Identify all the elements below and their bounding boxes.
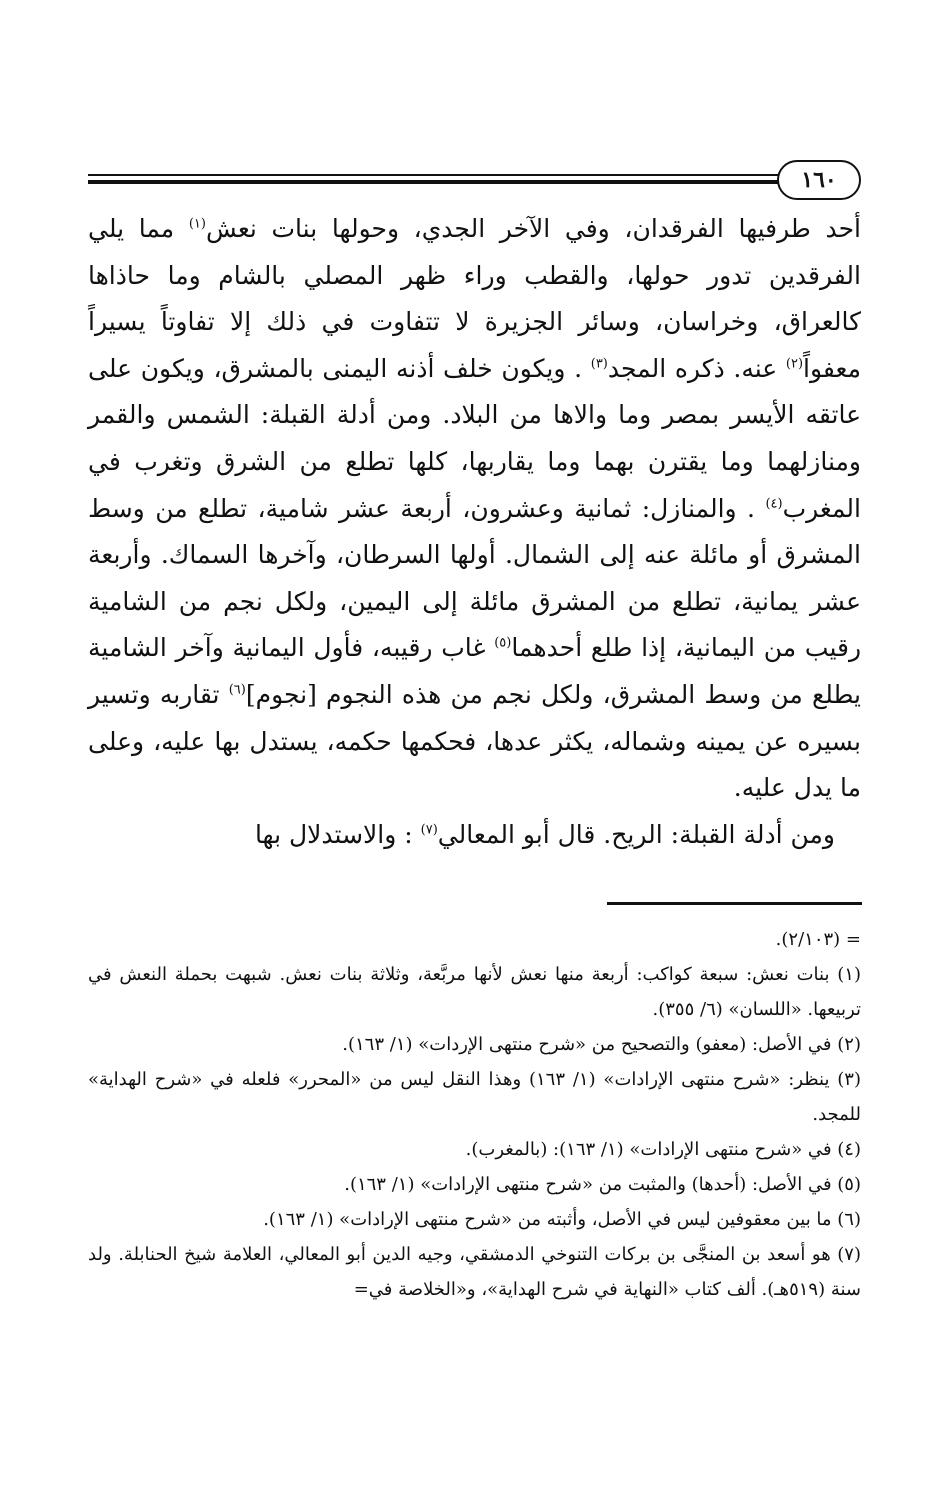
header-rule-thick: [88, 180, 783, 184]
paragraph: ومن أدلة القبلة: الريح. قال أبو المعالي$^{(٧)}$ : والاستدلال بها: [254, 819, 835, 849]
footnote-ref: (٧): [420, 822, 438, 838]
footnote-2: (٢) في الأصل: (معفو) والتصحيح من «شرح منتهى الإردات» (١/ ١٦٣).: [342, 1034, 861, 1055]
footnote-1: (١) بنات نعش: سبعة كواكب: أربعة منها نعش لأنها مربَّعة، وثلاثة بنات نعش. شبهت بحملة النعش في تربيعها. «اللسان» (٦/ ٣٥٥).: [88, 964, 861, 1020]
page-header: [88, 160, 861, 200]
footnote-3: (٣) ينظر: «شرح منتهى الإرادات» (١/ ١٦٣) وهذا النقل ليس من «المحرر» فلعله في «شرح الهداية» للمجد.: [88, 1069, 861, 1125]
footnote-6: (٦) ما بين معقوفين ليس في الأصل، وأثبته من «شرح منتهى الإرادات» (١/ ١٦٣).: [263, 1209, 861, 1230]
footnote-ref: (٥): [494, 636, 512, 652]
paragraph: أحد طرفيها الفرقدان، وفي الآخر الجدي، وحولها بنات نعش$^{(١)}$ مما يلي الفرقدين تدور حولها، والقطب وراء ظهر المصلي بالشام وما حاذاها كالعراق، وخراسان، وسائر الجزيرة لا تتفاوت في ذلك إلا تفاوتاً يسيراً معفواً$^{(٢)}$ عنه. ذكره المجد$^{(٣)}$ . ويكون خلف أذنه اليمنى بالمشرق، ويكون على عاتقه الأيسر بمصر وما والاها من البلاد. ومن أدلة القبلة: الشمس والقمر ومنازلهما وما يقترن بهما وما يقاربها، كلها تطلع من الشرق وتغرب في المغرب$^{(٤)}$ . والمنازل: ثمانية وعشرون، أربعة عشر شامية، تطلع من وسط المشرق أو مائلة عنه إلى الشمال. أولها السرطان، وآخرها السماك. وأربعة عشر يمانية، تطلع من المشرق مائلة إلى اليمين، ولكل نجم من الشامية رقيب من اليمانية، إذا طلع أحدهما$^{(٥)}$ غاب رقيبه، فأول اليمانية وآخر الشامية يطلع من وسط المشرق، ولكل نجم من هذه النجوم [نجوم]$^{(٦)}$ تقاربه وتسير بسيره عن يمينه وشماله، يكثر عدها، فحكمها حكمه، يستدل بها عليه، وعلى ما يدل عليه.: [88, 214, 862, 803]
footnote-continuation: = (٢/١٠٣).: [775, 929, 861, 950]
footnote-ref: (٤): [765, 496, 783, 512]
footnote-7: (٧) هو أسعد بن المنجَّى بن بركات التنوخي الدمشقي، وجيه الدين أبو المعالي، العلامة شيخ الحنابلة. ولد سنة (٥١٩هـ). ألف كتاب «النهاية في شرح الهداية»، و«الخلاصة في=: [88, 1244, 861, 1300]
footnote-5: (٥) في الأصل: (أحدها) والمثبت من «شرح منتهى الإرادات» (١/ ١٦٣).: [344, 1174, 861, 1195]
footnote-separator: [607, 902, 862, 905]
footnote-ref: (٢): [785, 356, 804, 372]
main-text: [88, 206, 861, 858]
footnote-4: (٤) في «شرح منتهى الإرادات» (١/ ١٦٣): (بالمغرب).: [465, 1139, 861, 1160]
footnote-ref: (٦): [228, 682, 246, 698]
footnote-ref: (٣): [590, 356, 608, 372]
footnote-ref: (١): [188, 216, 206, 232]
footnotes: [88, 922, 861, 1307]
page-number: ١٦٠: [777, 160, 861, 200]
header-rule: [88, 174, 783, 176]
